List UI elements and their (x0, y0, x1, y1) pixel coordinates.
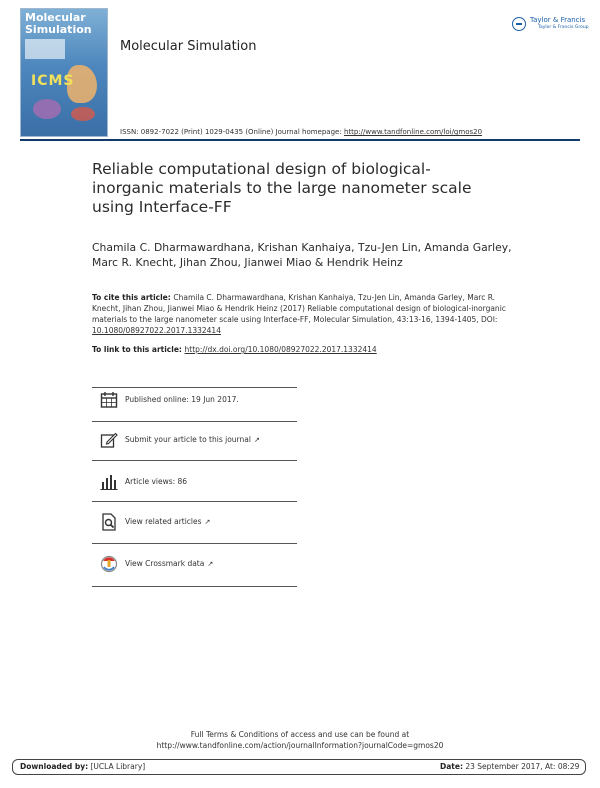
magnifier-document-icon (100, 513, 118, 531)
crossmark-text (125, 559, 213, 568)
cover-logo: ICMS (31, 73, 75, 89)
related-articles-row[interactable] (100, 513, 300, 533)
downloaded-by-value: [UCLA Library] (88, 762, 146, 771)
downloaded-by-label: Downloaded by: (20, 762, 89, 771)
divider (92, 421, 297, 422)
citation-label: To cite this article: (92, 293, 174, 302)
related-articles-label[interactable]: View related articles (125, 517, 202, 526)
external-link-icon: ↗ (207, 560, 214, 568)
crossmark-label[interactable]: View Crossmark data (125, 559, 205, 568)
terms-text: Full Terms & Conditions of access and use can be found at (190, 730, 410, 739)
divider (92, 501, 297, 502)
issn-text: ISSN: 0892-7022 (Print) 1029-0435 (Online) Journal homepage: (120, 128, 344, 136)
link-label: To link to this article: (92, 345, 185, 354)
date-value: 23 September 2017, At: 08:29 (462, 762, 580, 771)
article-views-row (100, 473, 300, 493)
doi-link[interactable]: 10.1080/08927022.2017.1332414 (92, 326, 221, 335)
citation-text: Chamila C. Dharmawardhana, Krishan Kanhaiya, Tzu-Jen Lin, Amanda Garley, Marc R. Knecht, Jihan Zhou, Jianwei Miao & Hendrik Heinz (2017) Reliable computational design of biological-inorganic materials to the large nanometer scale using Interface-FF, Molecular Simulation, 43:13-16, 1394-1405, DOI: (92, 293, 506, 324)
publisher-logo (512, 15, 589, 37)
publisher-group: Taylor & Francis Group (538, 25, 589, 30)
article-authors: Chamila C. Dharmawardhana, Krishan Kanhaiya, Tzu-Jen Lin, Amanda Garley, Marc R. Knecht, Jihan Zhou, Jianwei Miao & Hendrik Heinz (92, 241, 512, 269)
article-link[interactable]: http://dx.doi.org/10.1080/08927022.2017.1332414 (184, 345, 377, 354)
article-link-line (92, 345, 377, 354)
publisher-name: Taylor & Francis (530, 16, 586, 24)
cover-graphic (71, 107, 95, 121)
divider (92, 387, 297, 388)
publisher-logo-icon (512, 17, 526, 31)
crossmark-row[interactable] (100, 555, 300, 575)
date-label: Date: (440, 762, 463, 771)
related-articles-text (125, 517, 210, 526)
divider (92, 543, 297, 544)
header-rule (20, 139, 580, 141)
external-link-icon: ↗ (204, 518, 211, 526)
article-title: Reliable computational design of biological-inorganic materials to the large nanometer scale using Interface-FF (92, 160, 472, 216)
published-online-row (100, 391, 300, 411)
submit-article-text (125, 435, 260, 444)
published-online-label: Published online: 19 Jun 2017. (125, 395, 239, 404)
external-link-icon: ↗ (253, 436, 260, 444)
cover-title: Molecular Simulation (25, 11, 92, 36)
issn-line (120, 128, 482, 136)
citation-block (92, 292, 512, 336)
submit-article-row[interactable] (100, 431, 300, 451)
download-date (440, 762, 579, 771)
article-views-label: Article views: 86 (125, 477, 188, 486)
cover-graphic (33, 99, 61, 119)
journal-cover-image (20, 8, 108, 137)
edit-icon (100, 431, 118, 449)
terms-link[interactable]: http://www.tandfonline.com/action/journalInformation?journalCode=gmos20 (156, 741, 444, 750)
downloaded-by (20, 762, 145, 771)
bar-chart-icon (100, 473, 118, 491)
divider (92, 460, 297, 461)
calendar-icon (100, 391, 118, 409)
submit-article-label[interactable]: Submit your article to this journal (125, 435, 251, 444)
journal-name: Molecular Simulation (120, 39, 257, 54)
divider (92, 586, 297, 587)
journal-homepage-link[interactable]: http://www.tandfonline.com/loi/gmos20 (343, 128, 483, 136)
cover-strip (25, 39, 65, 59)
crossmark-icon (100, 555, 118, 573)
